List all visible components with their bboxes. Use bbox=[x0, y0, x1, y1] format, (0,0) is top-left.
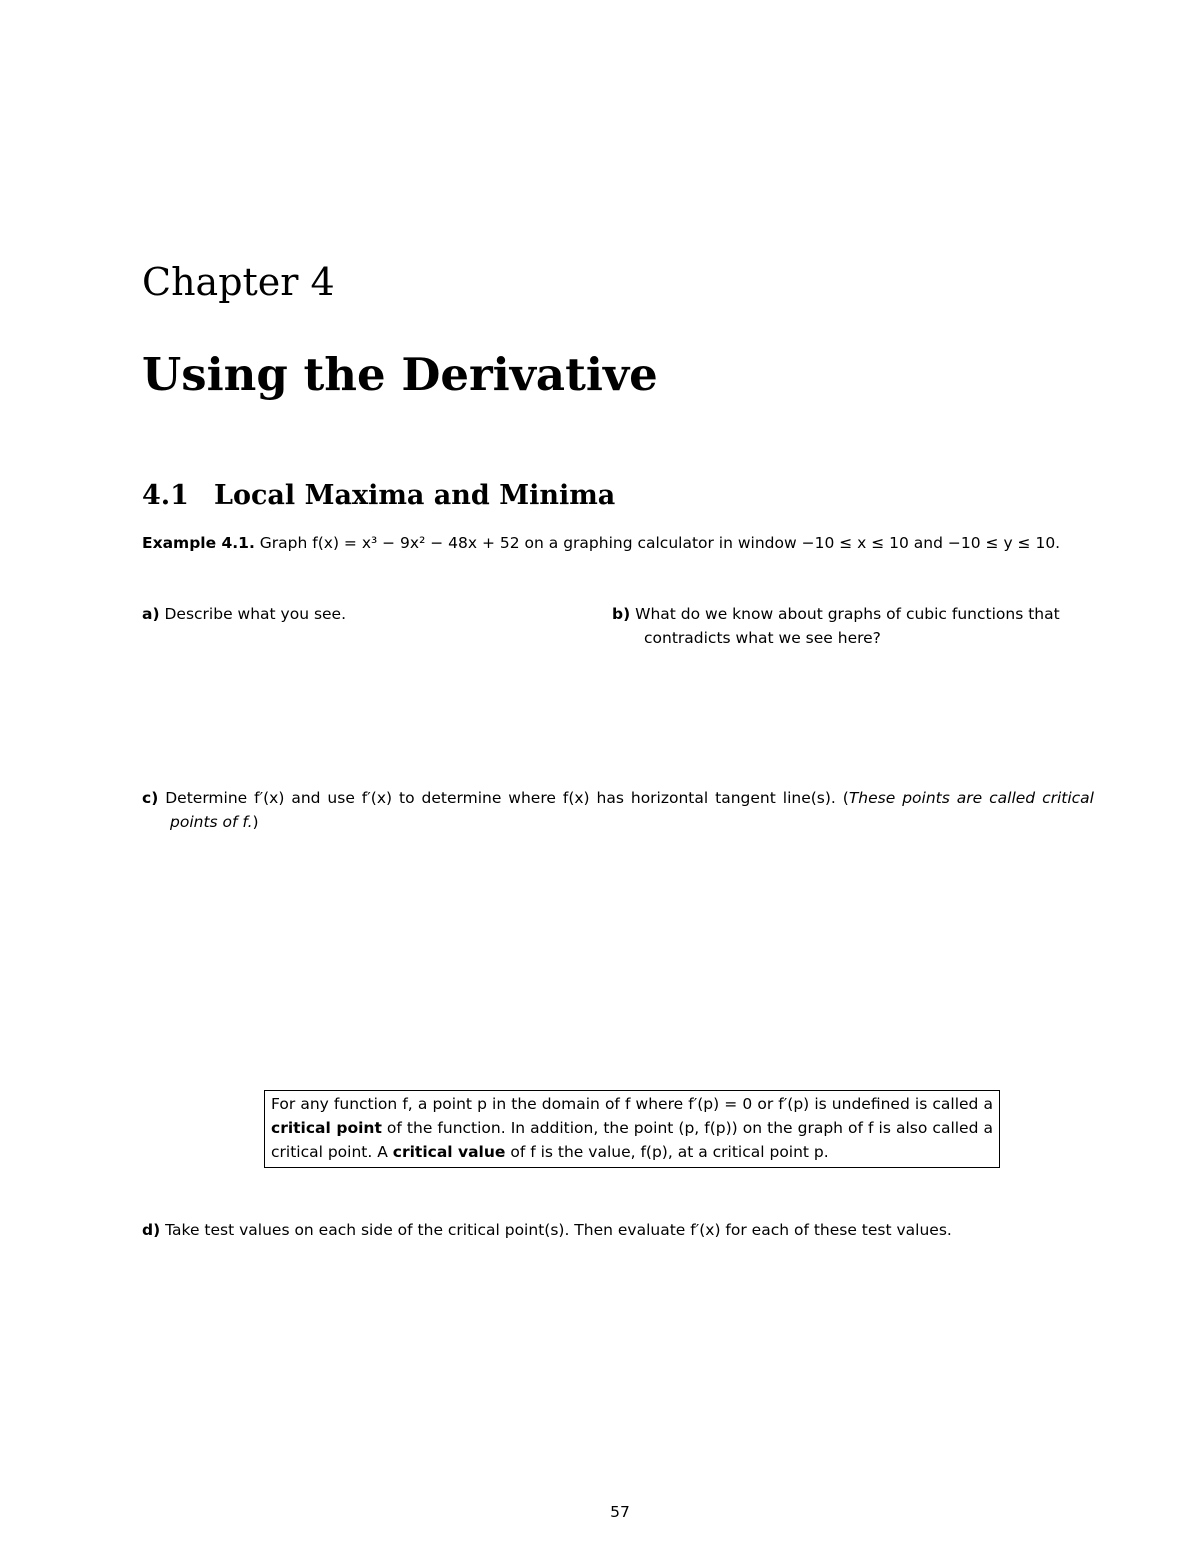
question-a-text: Describe what you see. bbox=[164, 605, 347, 623]
question-d-marker: d) bbox=[142, 1221, 161, 1239]
question-a bbox=[142, 602, 562, 626]
question-d-text: Take test values on each side of the critical point(s). Then evaluate f′(x) for each of these test values. bbox=[165, 1221, 952, 1239]
question-c bbox=[142, 786, 1094, 834]
question-d bbox=[142, 1218, 1094, 1242]
question-c-close: ) bbox=[252, 813, 259, 831]
example-label: Example 4.1. bbox=[142, 534, 255, 552]
chapter-label: Chapter 4 bbox=[142, 260, 335, 304]
question-c-text: Determine f′(x) and use f′(x) to determine where f(x) has horizontal tangent line(s). ( bbox=[165, 789, 849, 807]
section-number: 4.1 bbox=[142, 480, 189, 511]
question-c-note: These points are called critical points of f. bbox=[170, 789, 1094, 831]
question-b-text: What do we know about graphs of cubic functions that contradicts what we see here? bbox=[635, 605, 1060, 647]
page-number: 57 bbox=[610, 1503, 630, 1521]
definition-part3: of f is the value, f(p), at a critical point p. bbox=[505, 1143, 829, 1161]
question-b-marker: b) bbox=[612, 605, 631, 623]
critical-point-definition-box bbox=[264, 1090, 1000, 1168]
term-critical-point: critical point bbox=[271, 1119, 382, 1137]
section-title: Local Maxima and Minima bbox=[214, 480, 616, 511]
term-critical-value: critical value bbox=[392, 1143, 506, 1161]
definition-part1: For any function f, a point p in the domain of f where f′(p) = 0 or f′(p) is undefined is called a bbox=[271, 1095, 993, 1113]
section-heading bbox=[142, 478, 615, 514]
question-b bbox=[612, 602, 1094, 650]
example-4-1 bbox=[142, 531, 1094, 555]
definition-part2: of the function. In addition, the point (p, f(p)) on the graph of f is also called a critical point. A bbox=[271, 1119, 993, 1161]
question-c-marker: c) bbox=[142, 789, 159, 807]
chapter-title: Using the Derivative bbox=[142, 348, 658, 401]
example-text: Graph f(x) = x³ − 9x² − 48x + 52 on a graphing calculator in window −10 ≤ x ≤ 10 and −10 ≤ y ≤ 10. bbox=[259, 534, 1061, 552]
question-a-marker: a) bbox=[142, 605, 160, 623]
